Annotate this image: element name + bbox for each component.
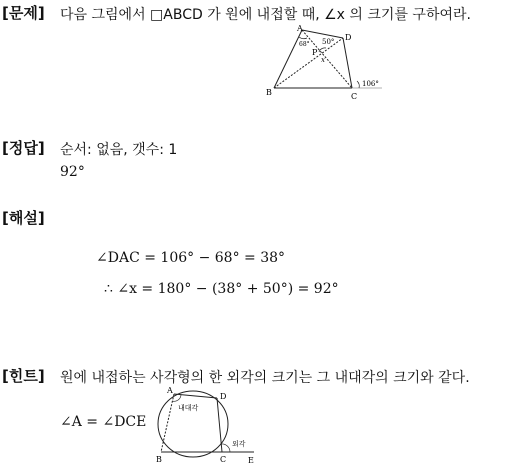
- answer-value: 92°: [60, 164, 85, 180]
- angle-label-68: 68°: [299, 41, 310, 48]
- explanation-line2: ∴ ∠x = 180° − (38° + 50°) = 92°: [104, 281, 339, 297]
- explanation-tag: [해설]: [2, 209, 45, 227]
- hint-tag: [힌트]: [2, 367, 45, 385]
- hint-formula: ∠A = ∠DCE: [60, 414, 147, 430]
- vertex-label-A: A: [297, 24, 303, 33]
- answer-meta: 순서: 없음, 갯수: 1: [60, 142, 178, 158]
- angle-label-50: 50°: [322, 38, 335, 46]
- outer-angle-label: 외각: [232, 440, 246, 448]
- vertex-label-B: B: [266, 88, 272, 97]
- vertex-label-D2: D: [220, 392, 227, 401]
- vertex-label-E2: E: [248, 456, 254, 465]
- problem-text: 다음 그림에서 □ABCD 가 원에 내접할 때, ∠x 의 크기를 구하여라.: [60, 7, 471, 23]
- vertex-label-C: C: [351, 92, 358, 101]
- angle-label-x: x: [321, 56, 325, 64]
- vertex-label-B2: B: [156, 455, 162, 464]
- hint-text: 원에 내접하는 사각형의 한 외각의 크기는 그 내대각의 크기와 같다.: [60, 370, 470, 386]
- angle-label-106: 106°: [362, 80, 379, 88]
- explanation-line1: ∠DAC = 106° − 68° = 38°: [96, 250, 286, 266]
- answer-tag: [정답]: [2, 139, 45, 157]
- figure-quadrilateral: [262, 24, 392, 102]
- vertex-label-D: D: [345, 33, 352, 42]
- problem-tag: [문제]: [2, 4, 45, 22]
- figure-inscribed-quadrilateral: [152, 384, 264, 465]
- inner-angle-label: 내대각: [178, 404, 199, 412]
- vertex-label-C2: C: [220, 455, 227, 464]
- vertex-label-A2: A: [167, 386, 173, 395]
- vertex-label-P: P: [312, 48, 318, 57]
